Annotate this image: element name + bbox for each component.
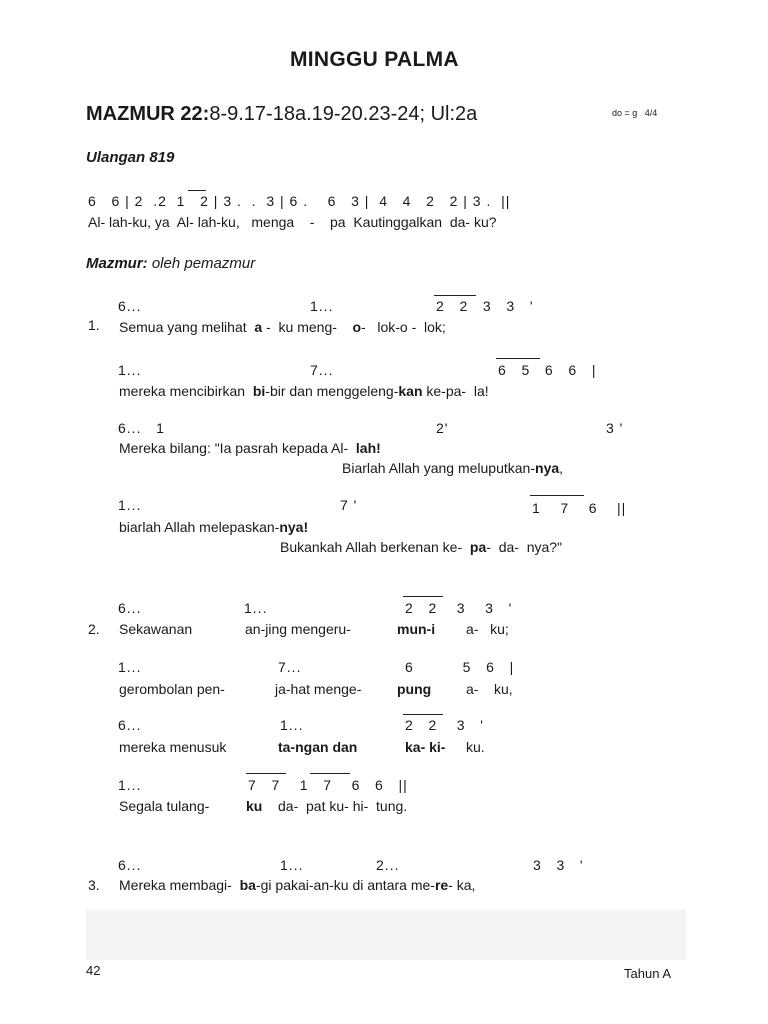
notation: 3 3 ' [533, 857, 584, 873]
lyric: Segala tulang- [119, 798, 210, 814]
lyric: an-jing mengeru- [245, 621, 351, 637]
verse-line [342, 460, 563, 476]
lyric: ja-hat menge- [275, 681, 362, 697]
notation-beam [530, 495, 584, 496]
notation: 7... [278, 659, 302, 675]
psalmist-label [86, 255, 255, 272]
verse-line [119, 877, 475, 893]
lyric: ku. [466, 739, 485, 755]
lyric: -gi pakai-an-ku di antara me- [255, 877, 435, 893]
verse-line [119, 383, 489, 399]
page-shading [86, 910, 686, 960]
verse-line [119, 519, 308, 535]
lyric-stressed: nya [535, 460, 560, 476]
lyric: mereka menusuk [119, 739, 227, 755]
tempo-marking: do = g 4/4 [612, 108, 658, 118]
notation-beam [403, 714, 443, 715]
notation-beam [310, 773, 350, 774]
refrain-notation: 6 6 | 2 .2 1 2 | 3 . . 3 | 6 . 6 3 | 4 4 2 2 | 3 . || [88, 193, 511, 209]
lyric-stressed: ka- ki- [405, 739, 446, 755]
lyric: gerombolan pen- [119, 681, 225, 697]
lyric: biarlah Allah melepaskan- [119, 519, 280, 535]
lyric: Bukankah Allah berkenan ke- [280, 539, 470, 555]
lyric: Mereka membagi- [119, 877, 232, 893]
notation: 1 7 6 || [532, 500, 627, 516]
psalmist-label-bold: Mazmur: [86, 255, 148, 272]
lyric-stressed: mun-i [397, 621, 436, 637]
lyric: a- ku; [466, 621, 509, 637]
notation: 2 2 3 3 ' [405, 600, 513, 616]
lyric: a- ku, [466, 681, 513, 697]
notation: 1... [280, 857, 304, 873]
notation: 6... [118, 600, 142, 616]
notation: 6 5 6 6 | [498, 362, 597, 378]
verse-line [119, 319, 446, 335]
lyric: Mereka bilang: "Ia pasrah kepada Al- [119, 440, 356, 456]
psalm-reference [86, 103, 477, 126]
notation: 6... [118, 717, 142, 733]
notation: 1... [280, 717, 304, 733]
notation: 1... [118, 362, 142, 378]
lyric: mereka mencibirkan [119, 383, 253, 399]
lyric: - ka, [448, 877, 476, 893]
notation-beam [246, 773, 286, 774]
page-number: 42 [86, 963, 101, 978]
notation: 2' [436, 420, 449, 436]
lyric: Biarlah Allah yang meluputkan- [342, 460, 536, 476]
lyric: da- pat ku- hi- tung. [278, 798, 408, 814]
lyric: ke-pa- la! [422, 383, 489, 399]
lyric-stressed: kan [398, 383, 423, 399]
psalm-reference-bold: MAZMUR 22: [86, 103, 210, 125]
notation: 2 2 3 ' [405, 717, 484, 733]
verse-line [280, 539, 562, 555]
lyric-stressed: ba [239, 877, 256, 893]
notation-beam [403, 596, 443, 597]
notation: 6... [118, 857, 142, 873]
refrain-heading: Ulangan 819 [86, 149, 175, 166]
notation-beam [434, 295, 476, 296]
notation: 7... [310, 362, 334, 378]
lyric-stressed: lah! [355, 440, 381, 456]
notation-beam [188, 190, 206, 191]
notation: 2... [376, 857, 400, 873]
notation: 6 5 6 | [405, 659, 515, 675]
lyric: Sekawanan [119, 621, 193, 637]
notation: 2 2 3 3 ' [436, 298, 534, 314]
lyric-stressed: nya! [279, 519, 309, 535]
notation: 1... [244, 600, 268, 616]
notation: 3 ' [606, 420, 624, 436]
verse-number: 2. [88, 621, 100, 637]
page-title: MINGGU PALMA [290, 48, 459, 71]
lyric: , [559, 460, 564, 476]
lyric: Semua yang melihat [119, 319, 255, 335]
notation-beam [496, 358, 540, 359]
lyric-stressed: ta-ngan dan [278, 739, 358, 755]
notation: 1... [310, 298, 334, 314]
lyric-stressed: a [254, 319, 263, 335]
lyric: -bir dan menggeleng- [265, 383, 399, 399]
refrain-lyrics: Al- lah-ku, ya Al- lah-ku, menga - pa Kautinggalkan da- ku? [88, 214, 497, 230]
lyric-stressed: re [434, 877, 449, 893]
lyric: - da- nya?" [486, 539, 563, 555]
lyric-stressed: o [352, 319, 362, 335]
lyric: - lok-o - lok; [361, 319, 446, 335]
notation: 6... [118, 298, 142, 314]
lyric-stressed: bi [252, 383, 266, 399]
notation: 1... [118, 497, 142, 513]
verse-number: 1. [88, 317, 100, 333]
notation: 1... [118, 777, 142, 793]
verse-number: 3. [88, 877, 100, 893]
notation: 7 ' [340, 497, 358, 513]
lyric-stressed: ku [246, 798, 263, 814]
verse-line [119, 440, 381, 456]
notation: 6... 1 [118, 420, 165, 436]
psalmist-label-rest: oleh pemazmur [147, 255, 256, 272]
psalm-reference-verses: 8-9.17-18a.19-20.23-24; Ul:2a [209, 103, 478, 125]
lyric-stressed: pung [397, 681, 432, 697]
notation: 7 7 1 7 6 6 || [248, 777, 408, 793]
liturgical-year: Tahun A [624, 966, 671, 981]
lyric: - ku meng- [262, 319, 353, 335]
lyric-stressed: pa [469, 539, 487, 555]
notation: 1... [118, 659, 142, 675]
